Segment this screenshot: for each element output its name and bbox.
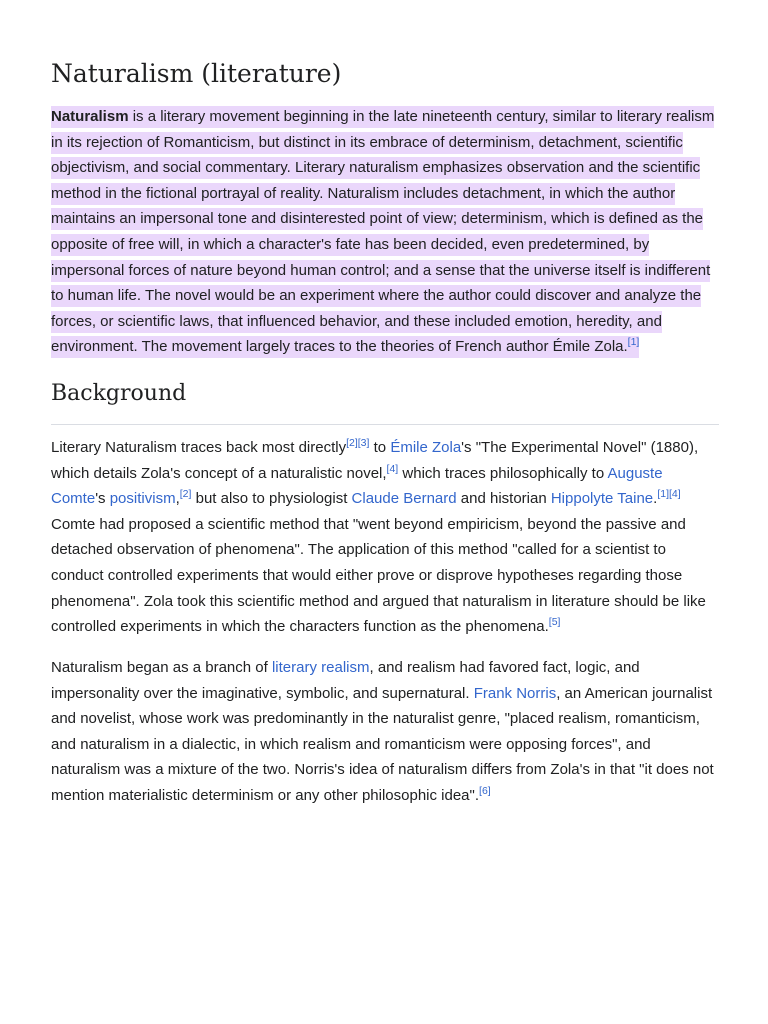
- reference-link[interactable]: [5]: [548, 616, 561, 629]
- text-span: Naturalism began as a branch of: [51, 659, 272, 676]
- reference-link[interactable]: [1]: [627, 336, 640, 349]
- text-span: but also to physiologist: [191, 490, 352, 508]
- text-span: and historian: [456, 490, 551, 508]
- divider: [51, 424, 719, 425]
- link-auguste-comte[interactable]: Auguste Comte: [51, 464, 663, 508]
- text-span: 's "The Experimental Novel" (1880), which details Zola's concept of a naturalistic novel,: [51, 439, 699, 482]
- link-claude-bernard[interactable]: Claude Bernard: [351, 490, 457, 508]
- page-title: Naturalism (literature): [51, 59, 342, 88]
- reference-link[interactable]: [2]: [179, 488, 192, 501]
- text-span: 's: [95, 490, 110, 508]
- highlighted-text: [51, 106, 714, 358]
- text-span: which traces philosophically to: [398, 464, 608, 482]
- bold-term: Naturalism: [51, 108, 129, 125]
- reference-link[interactable]: [1][4]: [657, 488, 681, 501]
- reference-link[interactable]: [2][3]: [346, 437, 370, 449]
- intro-text: is a literary movement beginning in the late nineteenth century, similar to literary realism in its rejection of Romanticism, but distinct in its embrace of determinism, detachment, scientific objectivism, and social commentary. Literary naturalism emphasizes observation and the scientific method in the fictional portrayal of reality. Naturalism includes detachment, in which the author maintains an impersonal tone and disinterested point of view; determinism, which is defined as the opposite of free will, in which a character's fate has been decided, even predetermined, by impersonal forces of nature beyond human control; and a sense that the universe itself is indifferent to human life. The novel would be an experiment where the author could discover and analyze the forces, or scientific laws, that influenced behavior, and these included emotion, heredity, and environment. The movement largely traces to the theories of French author Émile Zola.: [51, 108, 715, 356]
- link-literary-realism[interactable]: literary realism: [271, 659, 370, 676]
- text-span: ,: [175, 490, 180, 508]
- section-heading-background: Background: [51, 381, 187, 406]
- text-span: , an American journalist and novelist, whose work was predominantly in the naturalist genre, "placed realism, romanticism, and naturalism in a dialectic, in which realism and romanticism were opposing forces", and naturalism was a mixture of the two. Norris's idea of naturalism differs from Zola's in that "it does not mention materialistic determinism or any other philosophic idea".: [51, 684, 714, 804]
- background-paragraph-1: [51, 435, 719, 640]
- intro-paragraph: [51, 104, 719, 360]
- link-hippolyte-taine[interactable]: Hippolyte Taine: [550, 490, 654, 508]
- background-paragraph-2: [51, 655, 719, 809]
- text-span: Comte had proposed a scientific method that "went beyond empiricism, beyond the passive and detached observation of phenomena". The application of this method "called for a scientist to conduct controlled experiments that would either prove or disprove hypotheses regarding those phenomena". Zola took this scientific method and argued that naturalism in literature should be like controlled experiments in which the characters function as the phenomena.: [51, 515, 706, 636]
- link-frank-norris[interactable]: Frank Norris: [473, 684, 557, 702]
- reference-link[interactable]: [4]: [386, 462, 399, 475]
- reference-link[interactable]: [6]: [479, 784, 491, 797]
- link-emile-zola[interactable]: Émile Zola: [390, 439, 462, 456]
- text-span: , and realism had favored fact, logic, and impersonality over the imaginative, symbolic, and supernatural.: [51, 659, 640, 702]
- text-span: to: [369, 439, 391, 456]
- text-span: Literary Naturalism traces back most directly: [51, 439, 347, 456]
- text-span: .: [653, 490, 658, 508]
- link-positivism[interactable]: positivism: [109, 490, 176, 508]
